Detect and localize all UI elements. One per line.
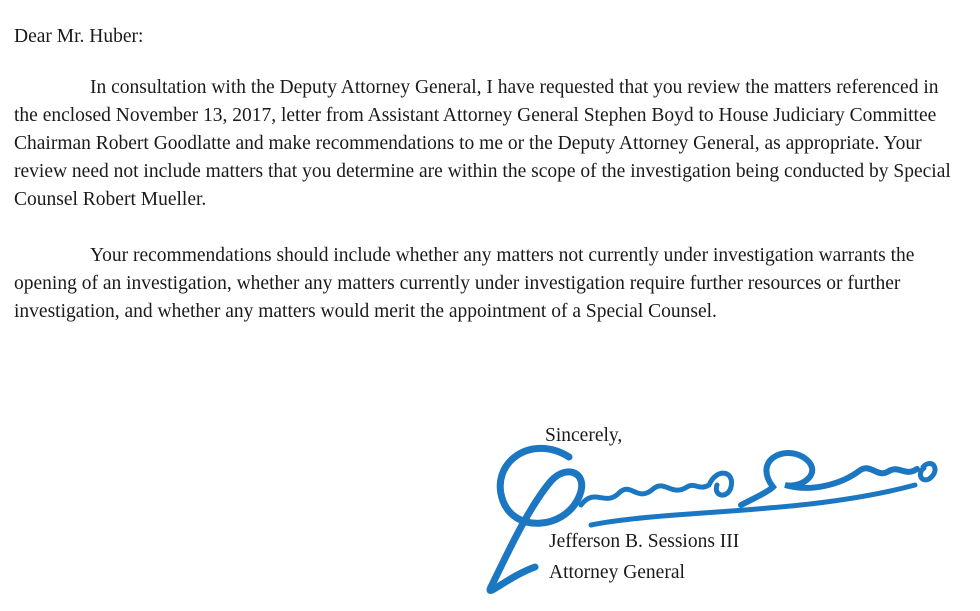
signature-stroke-middle	[581, 473, 732, 505]
signature-stroke-flourish	[920, 464, 935, 480]
letter-paragraph-2: Your recommendations should include whether any matters not currently under investigation warrants the opening of an investigation, whether any matters currently under investigation require further resources or further investigation, and whether any matters would merit the appointment of a Special Counsel.	[14, 245, 915, 322]
signature-title: Attorney General	[549, 562, 685, 583]
signature-stroke-surname	[741, 453, 917, 505]
signature-name: Jefferson B. Sessions III	[549, 531, 740, 552]
letter-paragraph-1: In consultation with the Deputy Attorney General, I have requested that you review the matters referenced in the enclosed November 13, 2017, letter from Assistant Attorney General Stephen Boyd to House Judiciary Committee Chairman Robert Goodlatte and make recommendations to me or the Deputy Attorney General, as appropriate. Your review need not include matters that you determine are within the scope of the investigation being conducted by Special Counsel Robert Mueller.	[14, 77, 951, 210]
closing-block	[545, 425, 965, 584]
salutation: Dear Mr. Huber:	[14, 26, 144, 47]
signature-stroke-sweep	[591, 485, 915, 525]
closing-sincerely: Sincerely,	[545, 425, 623, 446]
